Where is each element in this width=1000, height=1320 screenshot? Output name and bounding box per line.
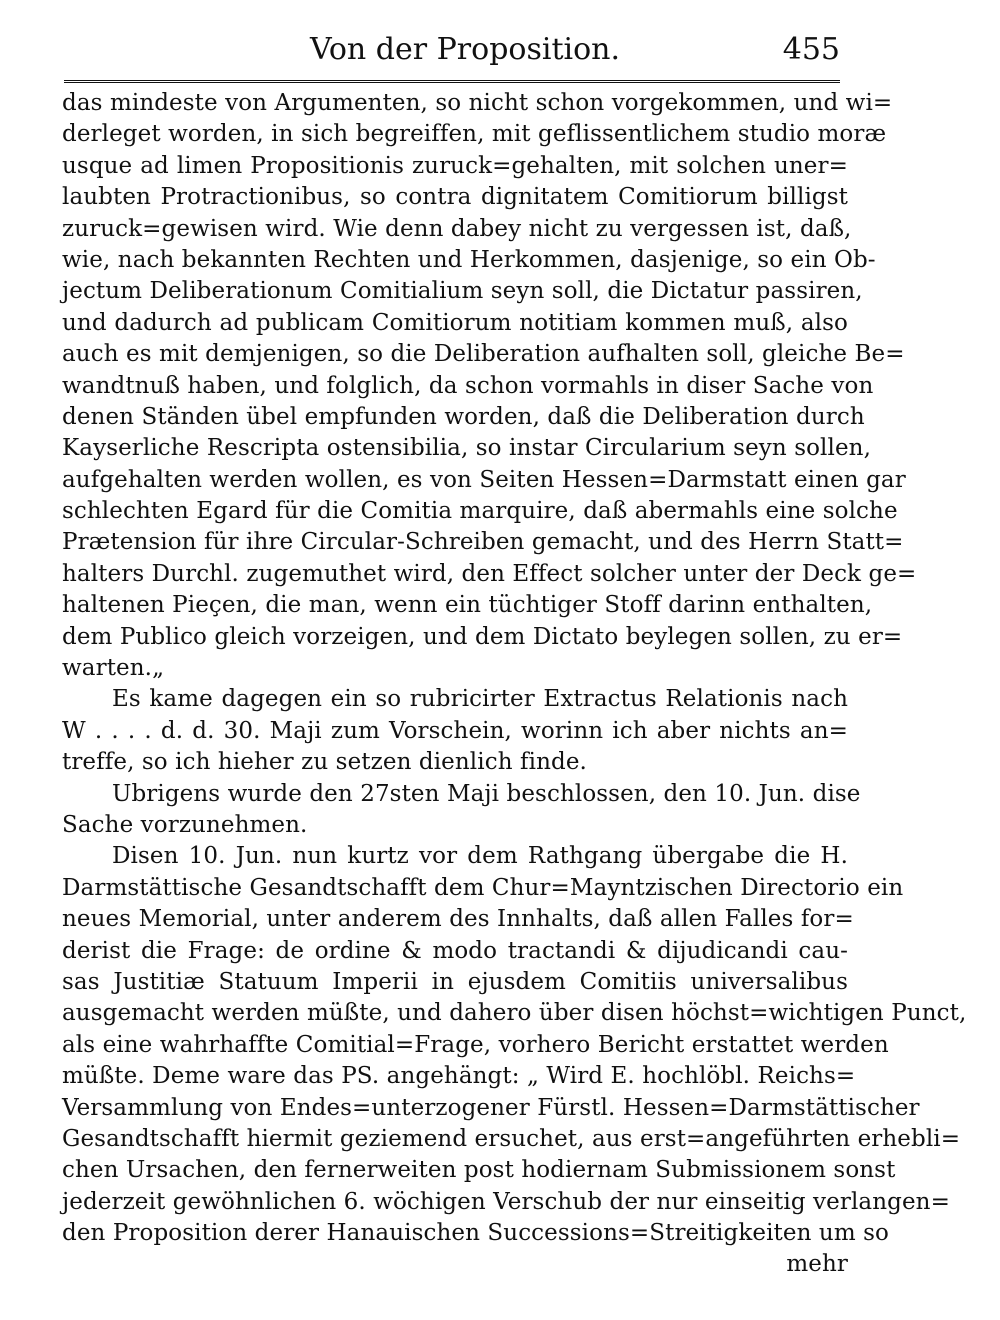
text-line: derist die Frage: de ordine & modo tractandi & dijudicandi cau- (62, 937, 848, 964)
text-line: jederzeit gewöhnlichen 6. wöchigen Verschub der nur einseitig verlangen= (62, 1188, 950, 1215)
text-line: denen Ständen übel empfunden worden, daß die Deliberation durch (62, 403, 865, 430)
text-line: das mindeste von Argumenten, so nicht schon vorgekommen, und wi= (62, 90, 893, 116)
text-line: jectum Deliberationum Comitialium seyn soll, die Dictatur passiren, (62, 278, 863, 305)
text-line: Gesandtschafft hiermit geziemend ersuchet, aus erst=angeführten erhebli= (62, 1125, 961, 1152)
text-line: wandtnuß haben, und folglich, da schon vormahls in diser Sache von (62, 372, 874, 399)
paragraph-start-line: Ubrigens wurde den 27sten Maji beschlossen, den 10. Jun. dise (112, 780, 861, 807)
page-header-title: Von der Proposition. (309, 32, 621, 67)
text-line: schlechten Egard für die Comitia marquire, daß abermahls eine solche (62, 498, 898, 525)
text-line: ausgemacht werden müßte, und dahero über disen höchst=wichtigen Punct, (62, 1000, 967, 1027)
text-line: warten.„ (62, 655, 165, 682)
text-line: chen Ursachen, den fernerweiten post hodiernam Submissionem sonst (62, 1157, 896, 1184)
text-line: Sache vorzunehmen. (62, 811, 308, 838)
text-line: dem Publico gleich vorzeigen, und dem Dictato beylegen sollen, zu er= (62, 623, 903, 650)
text-line: Kayserliche Rescripta ostensibilia, so instar Circularium seyn sollen, (62, 435, 872, 462)
text-line: W . . . . d. d. 30. Maji zum Vorschein, worinn ich aber nichts an= (62, 717, 848, 744)
text-line: Prætension für ihre Circular-Schreiben gemacht, und des Herrn Statt= (62, 529, 904, 556)
text-line: und dadurch ad publicam Comitiorum notitiam kommen muß, also (62, 309, 848, 336)
page-number: 455 (782, 32, 840, 67)
text-line: sas Justitiæ Statuum Imperii in ejusdem Comitiis universalibus (62, 968, 848, 995)
text-line: haltenen Pieçen, die man, wenn ein tüchtiger Stoff darinn enthalten, (62, 592, 873, 619)
text-line: zuruck=gewisen wird. Wie denn dabey nicht zu vergessen ist, daß, (62, 215, 852, 242)
header-rule (64, 80, 840, 83)
text-line: treffe, so ich hieher zu setzen dienlich finde. (62, 749, 587, 776)
text-line: aufgehalten werden wollen, es von Seiten Hessen=Darmstatt einen gar (62, 466, 906, 493)
running-head (0, 30, 1000, 70)
paragraph-start-line: Disen 10. Jun. nun kurtz vor dem Rathgang übergabe die H. (112, 843, 848, 870)
text-line: den Proposition derer Hanauischen Successions=Streitigkeiten um so (62, 1220, 890, 1247)
text-line: Versammlung von Endes=unterzogener Fürstl. Hessen=Darmstättischer (62, 1094, 920, 1121)
text-line: müßte. Deme ware das PS. angehängt: „ Wird E. hochlöbl. Reichs= (62, 1063, 856, 1090)
paragraph-start-line: Es kame dagegen ein so rubricirter Extractus Relationis nach (112, 686, 848, 713)
body-text (62, 88, 967, 1278)
catchword: mehr (786, 1251, 848, 1278)
text-line: Darmstättische Gesandtschafft dem Chur=Mayntzischen Directorio ein (62, 874, 904, 901)
text-line: als eine wahrhaffte Comitial=Frage, vorhero Bericht erstattet werden (62, 1031, 889, 1058)
text-line: auch es mit demjenigen, so die Deliberation aufhalten soll, gleiche Be= (62, 341, 905, 368)
text-line: neues Memorial, unter anderem des Innhalts, daß allen Falles for= (62, 906, 854, 933)
text-line: derleget worden, in sich begreiffen, mit geflissentlichem studio moræ (62, 121, 887, 148)
text-line: wie, nach bekannten Rechten und Herkommen, dasjenige, so ein Ob- (62, 246, 876, 273)
text-line: usque ad limen Propositionis zuruck=gehalten, mit solchen uner= (62, 152, 848, 179)
text-line: laubten Protractionibus, so contra dignitatem Comitiorum billigst (62, 184, 848, 211)
text-line: halters Durchl. zugemuthet wird, den Effect solcher unter der Deck ge= (62, 560, 917, 587)
